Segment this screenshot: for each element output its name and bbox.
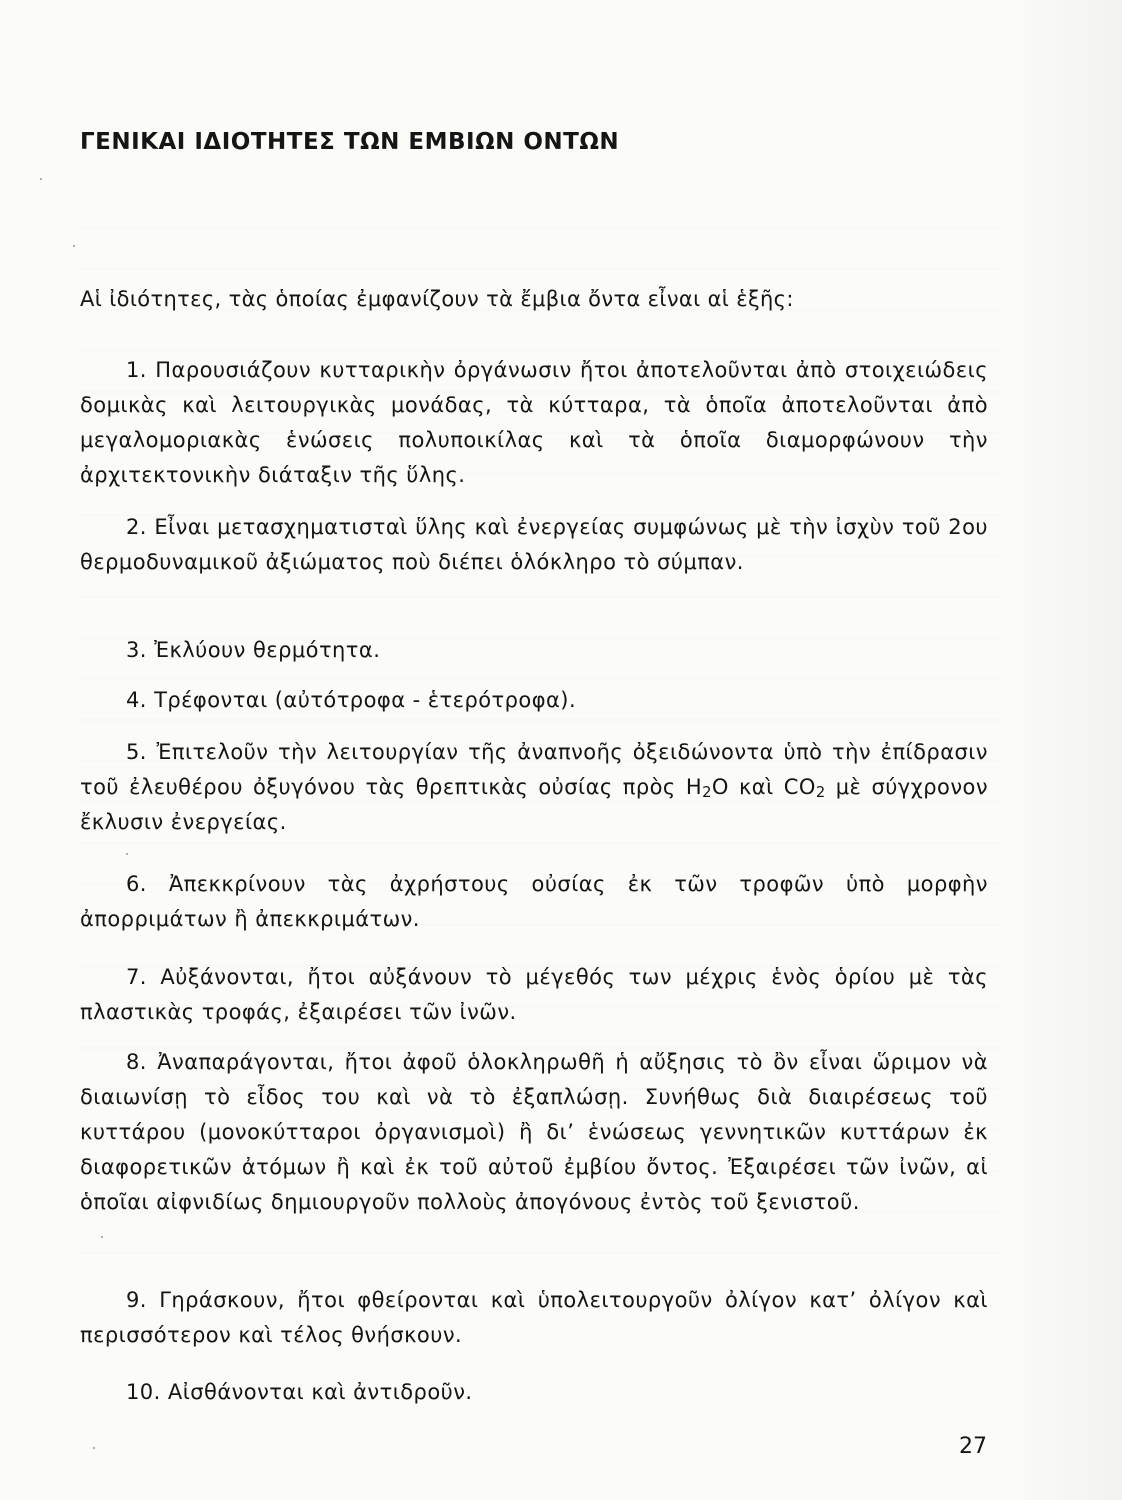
property-item-6 [80,867,988,937]
item-number-8: 8. [126,1050,147,1074]
item-number-10: 10. [126,1380,161,1404]
carbon-dioxide-formula-base: CO [783,775,816,799]
item-number-1: 1. [126,358,147,382]
water-formula-subscript: 2 [702,783,712,801]
page-edge-shadow [1000,0,1122,1500]
property-item-4 [80,683,988,718]
item-number-2: 2. [126,515,147,539]
item-text-5-after-formula: μὲ σύγχρονον ἔκλυσιν ἐνεργείας. [80,775,989,834]
scan-speck [101,1236,103,1238]
item-text-8: Ἀναπαράγονται, ἤτοι ἀφοῦ ὁλοκληρωθῆ ἡ αὔξησις τὸ ὂν εἶναι ὥριμον νὰ διαιωνίσῃ τὸ εἶδος του καὶ νὰ τὸ ἐξαπλώσῃ. Συνήθως διὰ διαιρέσεως τοῦ κυττάρου (μονοκύτταροι ὀργανισμοὶ) ἢ δι’ ἑνώσεως γεννητικῶν κυττάρων ἐκ διαφορετικῶν ἀτόμων ἢ καὶ ἐκ τοῦ αὐτοῦ ἐμβίου ὄντος. Ἐξαιρέσει τῶν ἰνῶν, αἱ ὁποῖαι αἰφνιδίως δημιουργοῦν πολλοὺς ἀπογόνους ἐντὸς τοῦ ξενιστοῦ. [80,1050,988,1214]
property-item-5 [80,735,988,840]
property-item-10 [80,1375,988,1410]
item-number-7: 7. [126,965,147,989]
property-item-3 [80,633,988,668]
scan-speck [40,178,42,180]
item-text-7: Αὐξάνονται, ἤτοι αὐξάνουν τὸ μέγεθός των μέχρις ἑνὸς ὁρίου μὲ τὰς πλαστικὰς τροφάς, ἐξαιρέσει τῶν ἰνῶν. [80,965,988,1024]
item-text-6: Ἀπεκκρίνουν τὰς ἀχρήστους οὐσίας ἐκ τῶν τροφῶν ὑπὸ μορφὴν ἀπορριμάτων ἢ ἀπεκκριμάτων. [80,872,988,931]
intro-paragraph: Αἱ ἰδιότητες, τὰς ὁποίας ἐμφανίζουν τὰ ἔμβια ὄντα εἶναι αἱ ἑξῆς: [80,287,794,311]
item-text-4: Τρέφονται (αὐτότροφα - ἑτερότροφα). [154,688,577,712]
item-number-9: 9. [126,1288,147,1312]
property-item-9 [80,1283,988,1353]
item-number-4: 4. [126,688,147,712]
item-text-2: Εἶναι μετασχηματισταὶ ὕλης καὶ ἐνεργείας συμφώνως μὲ τὴν ἰσχὺν τοῦ 2ου θερμοδυναμικοῦ ἀξιώματος ποὺ διέπει ὁλόκληρο τὸ σύμπαν. [80,515,988,574]
item-number-6: 6. [126,872,147,896]
property-item-8 [80,1045,988,1220]
scan-speck [93,1447,95,1449]
item-number-3: 3. [126,638,147,662]
carbon-dioxide-formula-subscript: 2 [815,783,826,801]
property-item-1 [80,353,988,493]
property-item-2 [80,510,988,580]
item-text-1: Παρουσιάζουν κυτταρικὴν ὀργάνωσιν ἤτοι ἀποτελοῦνται ἀπὸ στοιχειώδεις δομικὰς καὶ λειτουργικὰς μονάδας, τὰ κύτταρα, τὰ ὁποῖα ἀποτελοῦνται ἀπὸ μεγαλομοριακὰς ἑνώσεις πολυποικίλας καὶ τὰ ὁποῖα διαμορφώνουν τὴν ἀρχιτεκτονικὴν διάταξιν τῆς ὕλης. [80,358,988,487]
water-formula-after: O καὶ [711,775,784,799]
item-text-3: Ἐκλύουν θερμότητα. [154,638,381,662]
page-number: 27 [959,1434,987,1459]
property-item-7 [80,960,988,1030]
scan-speck [73,245,75,247]
item-text-9: Γηράσκουν, ἤτοι φθείρονται καὶ ὑπολειτουργοῦν ὀλίγον κατ’ ὀλίγον καὶ περισσότερον καὶ τέλος θνήσκουν. [80,1288,988,1347]
item-text-5-before-formula: Ἐπιτελοῦν τὴν λειτουργίαν τῆς ἀναπνοῆς ὀξειδώνοντα ὑπὸ τὴν ἐπίδρασιν τοῦ ἐλευθέρου ὀξυγόνου τὰς θρεπτικὰς οὐσίας πρὸς [80,740,988,799]
scan-speck [126,853,128,855]
item-number-5: 5. [126,740,147,764]
item-text-10: Αἰσθάνονται καὶ ἀντιδροῦν. [167,1380,473,1404]
water-formula-base: H [685,775,703,799]
page-title: ΓΕΝΙΚΑΙ ΙΔΙΟΤΗΤΕΣ ΤΩΝ ΕΜΒΙΩΝ ΟΝΤΩΝ [80,129,620,155]
